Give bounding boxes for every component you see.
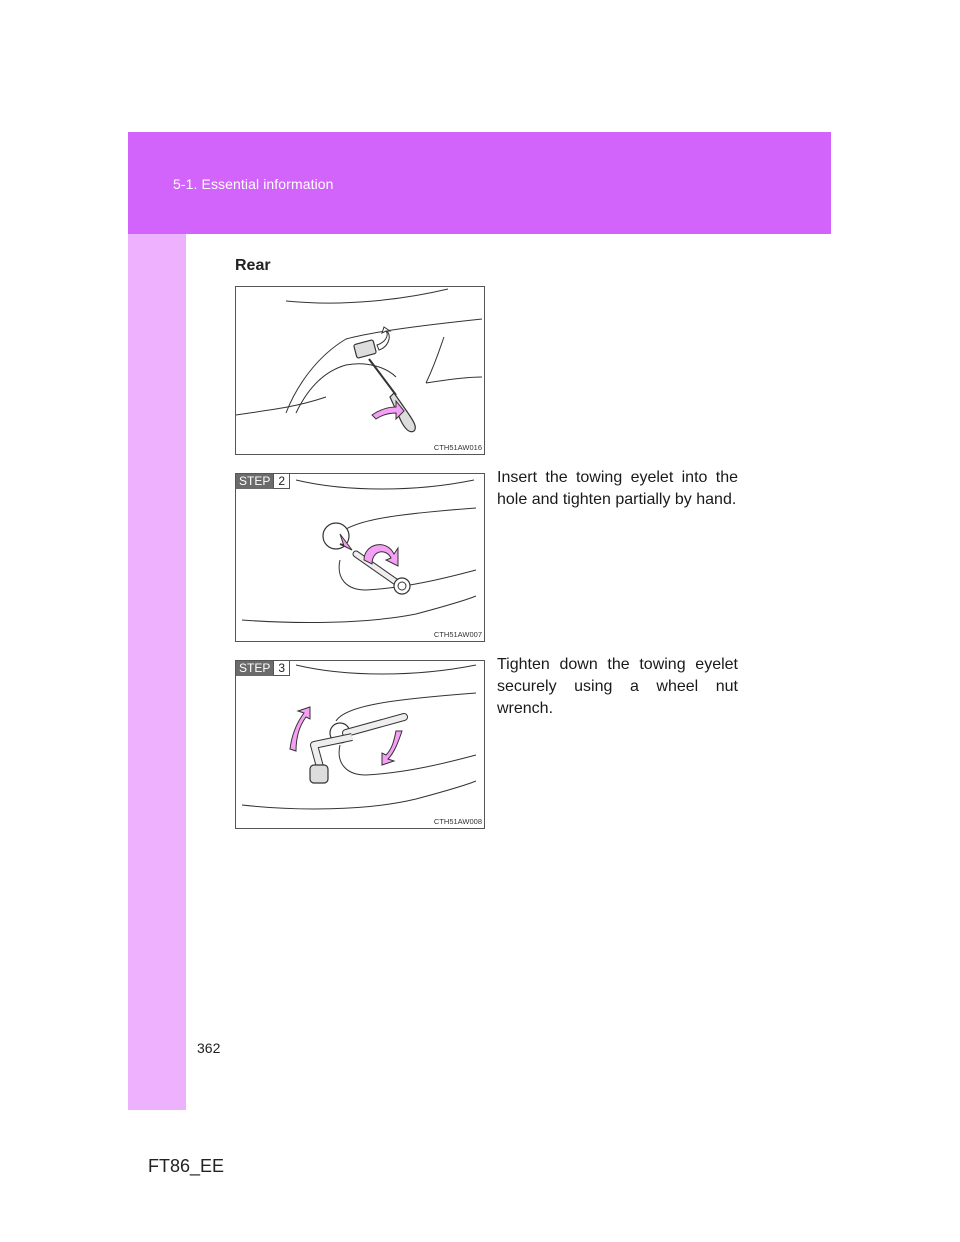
step-badge-3 [236,661,290,676]
step-number: 3 [273,661,290,676]
wheel-nut-wrench-illustration [236,661,484,828]
step-word: STEP [236,474,273,489]
step-2-instruction: Insert the towing eyelet into the hole and tighten partially by hand. [497,469,738,508]
step-word: STEP [236,661,273,676]
footer-code: FT86_EE [148,1156,225,1176]
figure-step-2 [235,473,485,642]
step-number: 2 [273,474,290,489]
side-tab [128,234,186,1110]
cover-removal-illustration [236,287,484,454]
step-3-instruction: Tighten down the towing eyelet securely using a wheel nut wrench. [497,656,738,717]
step-badge-2 [236,474,290,489]
figure-code: CTH51AW007 [433,630,482,639]
page-number: 362 [197,1040,221,1056]
section-title: 5-1. Essential information [173,176,334,192]
chapter-header-band [128,132,831,234]
figure-step-3 [235,660,485,829]
figure-code: CTH51AW016 [433,443,482,452]
figure-code: CTH51AW008 [433,817,482,826]
towing-eyelet-illustration [236,474,484,641]
subsection-heading: Rear [235,257,271,274]
figure-remove-cover [235,286,485,455]
